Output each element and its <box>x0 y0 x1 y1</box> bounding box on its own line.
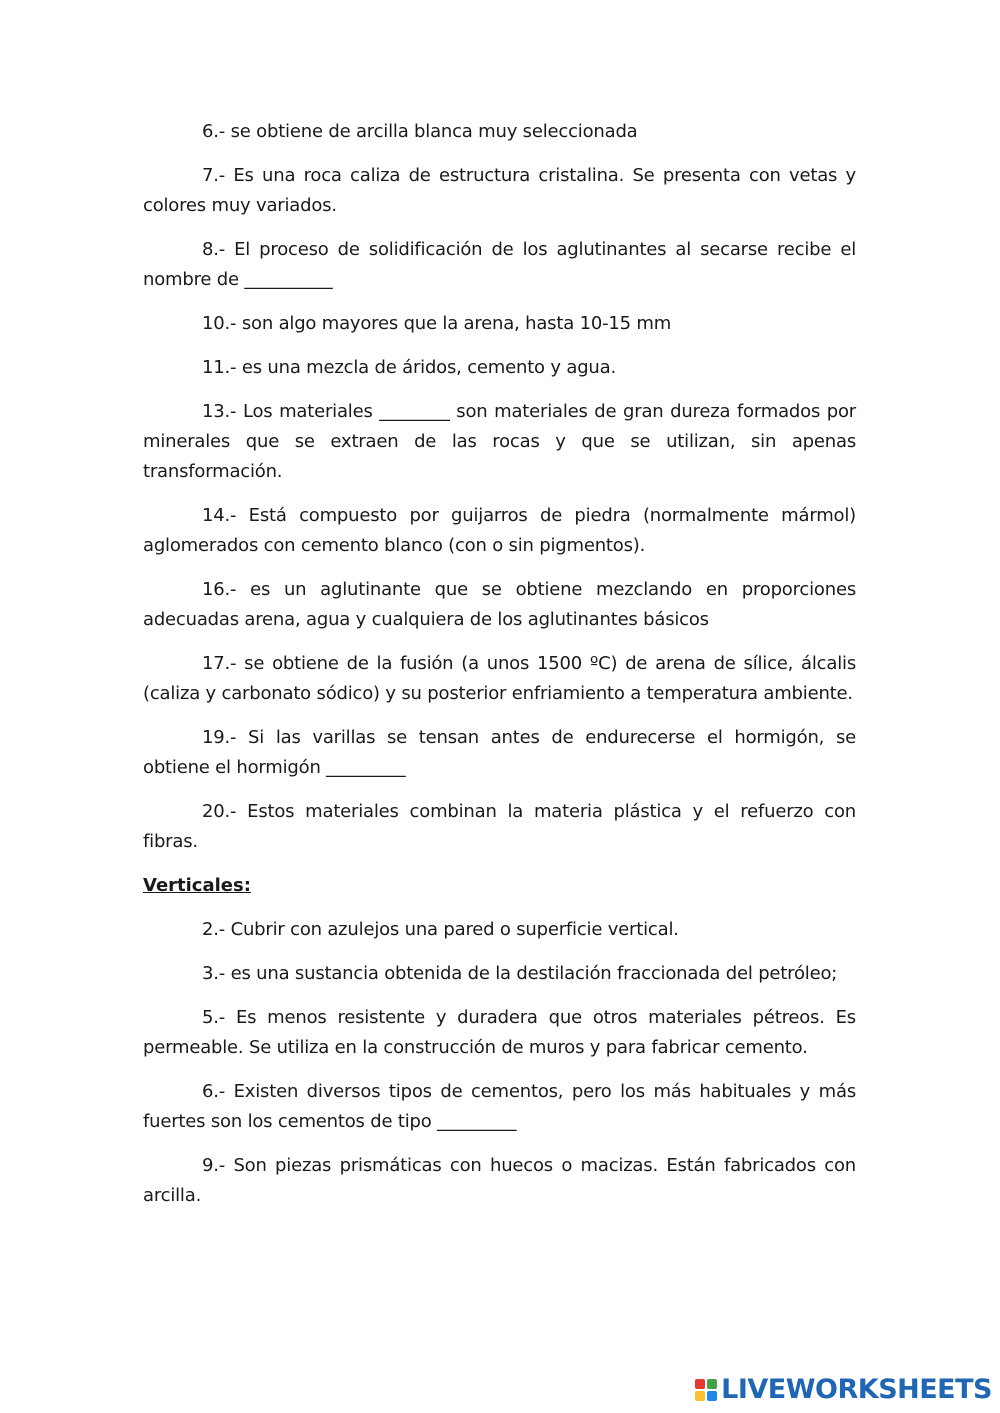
brand-name: LIVEWORKSHEETS <box>721 1374 992 1405</box>
clue-vertical-3: 3.- es una sustancia obtenida de la destilación fraccionada del petróleo; <box>202 963 838 984</box>
clue-horizontal-16: 16.- es un aglutinante que se obtiene mezclando en proporciones adecuadas arena, agua y cualquiera de los aglutinantes básicos <box>143 579 856 630</box>
worksheet-page <box>143 117 856 1225</box>
clue-vertical-5: 5.- Es menos resistente y duradera que otros materiales pétreos. Es permeable. Se utiliza en la construcción de muros y para fabricar cemento. <box>143 1007 856 1058</box>
clue-horizontal-17: 17.- se obtiene de la fusión (a unos 1500 ºC) de arena de sílice, álcalis (caliza y carbonato sódico) y su posterior enfriamiento a temperatura ambiente. <box>143 653 856 704</box>
logo-square-green <box>707 1379 717 1389</box>
clue-horizontal-20: 20.- Estos materiales combinan la materia plástica y el refuerzo con fibras. <box>143 801 856 852</box>
clue-horizontal-8: 8.- El proceso de solidificación de los aglutinantes al secarse recibe el nombre de __________ <box>143 239 856 290</box>
logo-square-blue <box>707 1391 717 1401</box>
liveworksheets-brand[interactable] <box>695 1374 992 1405</box>
clue-horizontal-10: 10.- son algo mayores que la arena, hasta 10-15 mm <box>202 313 672 334</box>
clue-vertical-6: 6.- Existen diversos tipos de cementos, pero los más habituales y más fuertes son los cementos de tipo _________ <box>143 1081 856 1132</box>
clue-vertical-2: 2.- Cubrir con azulejos una pared o superficie vertical. <box>202 919 679 940</box>
liveworksheets-logo-icon <box>695 1379 717 1401</box>
logo-square-red <box>695 1379 705 1389</box>
section-title-verticales: Verticales: <box>143 875 251 896</box>
clue-horizontal-6: 6.- se obtiene de arcilla blanca muy seleccionada <box>202 121 638 142</box>
clue-horizontal-7: 7.- Es una roca caliza de estructura cristalina. Se presenta con vetas y colores muy variados. <box>143 165 856 216</box>
logo-square-yellow <box>695 1391 705 1401</box>
clue-horizontal-19: 19.- Si las varillas se tensan antes de endurecerse el hormigón, se obtiene el hormigón _________ <box>143 727 856 778</box>
clue-horizontal-13: 13.- Los materiales ________ son materiales de gran dureza formados por minerales que se extraen de las rocas y que se utilizan, sin apenas transformación. <box>143 401 856 482</box>
clue-horizontal-14: 14.- Está compuesto por guijarros de piedra (normalmente mármol) aglomerados con cemento blanco (con o sin pigmentos). <box>143 505 856 556</box>
clue-horizontal-11: 11.- es una mezcla de áridos, cemento y agua. <box>202 357 616 378</box>
clue-vertical-9: 9.- Son piezas prismáticas con huecos o macizas. Están fabricados con arcilla. <box>143 1155 856 1206</box>
